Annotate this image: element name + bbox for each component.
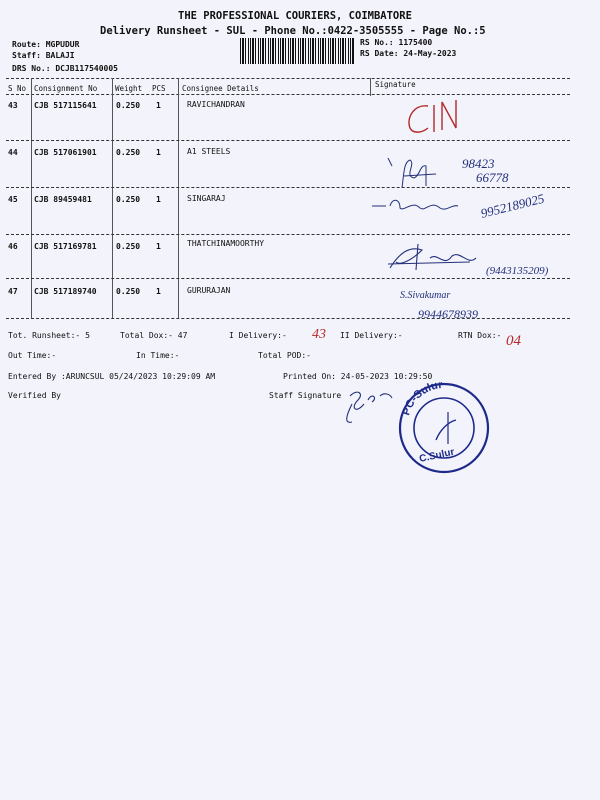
row-consignee: THATCHINAMOORTHY bbox=[187, 239, 265, 248]
pc-sulur-stamp bbox=[400, 379, 488, 472]
signature-row-44-phone: 98423 66778 bbox=[462, 156, 509, 185]
row-weight: 0.250 bbox=[116, 287, 141, 296]
row-weight: 0.250 bbox=[116, 101, 141, 110]
row-pcs: 1 bbox=[156, 287, 161, 296]
rs-number: RS No.: 1175400 bbox=[360, 38, 433, 47]
row-weight: 0.250 bbox=[116, 242, 141, 251]
staff-signature-scribble bbox=[347, 392, 392, 422]
svg-text:PC-Sulur: PC-Sulur bbox=[400, 379, 443, 417]
row-weight: 0.250 bbox=[116, 148, 141, 157]
rs-date: RS Date: 24-May-2023 bbox=[360, 49, 457, 58]
row-consignee: A1 STEELS bbox=[187, 147, 231, 156]
route: Route: MGPUDUR bbox=[12, 40, 80, 49]
col-header-weight: Weight bbox=[115, 84, 143, 93]
signature-row-45 bbox=[372, 200, 458, 209]
col-header-consignee: Consignee Details bbox=[182, 84, 259, 93]
row-consignee: RAVICHANDRAN bbox=[187, 100, 245, 109]
i-delivery: I Delivery:- bbox=[229, 331, 287, 340]
row-sno: 46 bbox=[8, 242, 18, 251]
ii-delivery: II Delivery:- bbox=[340, 331, 403, 340]
svg-text:C.Sulur: C.Sulur bbox=[418, 446, 456, 465]
row-consignee: GURURAJAN bbox=[187, 286, 231, 295]
row-pcs: 1 bbox=[156, 195, 161, 204]
row-consignment: CJB 89459481 bbox=[34, 195, 92, 204]
col-header-consignment: Consignment No bbox=[34, 84, 98, 93]
row-weight: 0.250 bbox=[116, 195, 141, 204]
staff: Staff: BALAJI bbox=[12, 51, 75, 60]
staff-signature-label: Staff Signature bbox=[269, 391, 342, 400]
rtn-dox: RTN Dox:- bbox=[458, 331, 502, 340]
row-sno: 44 bbox=[8, 148, 18, 157]
row-sno: 47 bbox=[8, 287, 18, 296]
signature-row-44 bbox=[388, 158, 436, 188]
col-header-signature: Signature bbox=[375, 80, 416, 89]
row-pcs: 1 bbox=[156, 242, 161, 251]
rtn-dox-handwritten: 04 bbox=[506, 333, 521, 349]
drs-number: DRS No.: DCJB117540005 bbox=[12, 64, 118, 73]
verified-by: Verified By bbox=[8, 391, 61, 400]
entered-by: Entered By :ARUNCSUL 05/24/2023 10:29:09 AM bbox=[8, 372, 216, 381]
row-sno: 45 bbox=[8, 195, 18, 204]
printed-on: Printed On: 24-05-2023 10:29:50 bbox=[283, 372, 433, 381]
col-header-pcs: PCS bbox=[152, 84, 166, 93]
signature-row-47-phone: 9944678939 bbox=[418, 307, 478, 321]
out-time: Out Time:- bbox=[8, 351, 57, 360]
in-time: In Time:- bbox=[136, 351, 180, 360]
runsheet-title: Delivery Runsheet - SUL - Phone No.:0422-3505555 - Page No.:5 bbox=[100, 25, 486, 37]
row-sno: 43 bbox=[8, 101, 18, 110]
company-name: THE PROFESSIONAL COURIERS, COIMBATORE bbox=[178, 10, 412, 22]
i-delivery-handwritten: 43 bbox=[312, 327, 326, 342]
row-pcs: 1 bbox=[156, 148, 161, 157]
signature-row-45-phone: 9952189025 bbox=[479, 190, 546, 221]
total-dox: Total Dox:- 47 bbox=[120, 331, 188, 340]
signature-row-43-text: CIN bbox=[410, 136, 412, 137]
col-header-sno: S No bbox=[8, 84, 27, 93]
row-consignment: CJB 517115641 bbox=[34, 101, 97, 110]
total-pod: Total POD:- bbox=[258, 351, 311, 360]
tot-runsheet: Tot. Runsheet:- 5 bbox=[8, 331, 90, 340]
row-consignment: CJB 517169781 bbox=[34, 242, 97, 251]
signature-row-46 bbox=[388, 244, 476, 270]
signature-row-47-name: S.Sivakumar bbox=[400, 290, 451, 301]
signature-row-43 bbox=[409, 100, 456, 132]
row-consignment: CJB 517061901 bbox=[34, 148, 97, 157]
signature-row-46-phone: (9443135209) bbox=[486, 265, 549, 277]
row-consignment: CJB 517189740 bbox=[34, 287, 97, 296]
row-pcs: 1 bbox=[156, 101, 161, 110]
row-consignee: SINGARAJ bbox=[187, 194, 226, 203]
